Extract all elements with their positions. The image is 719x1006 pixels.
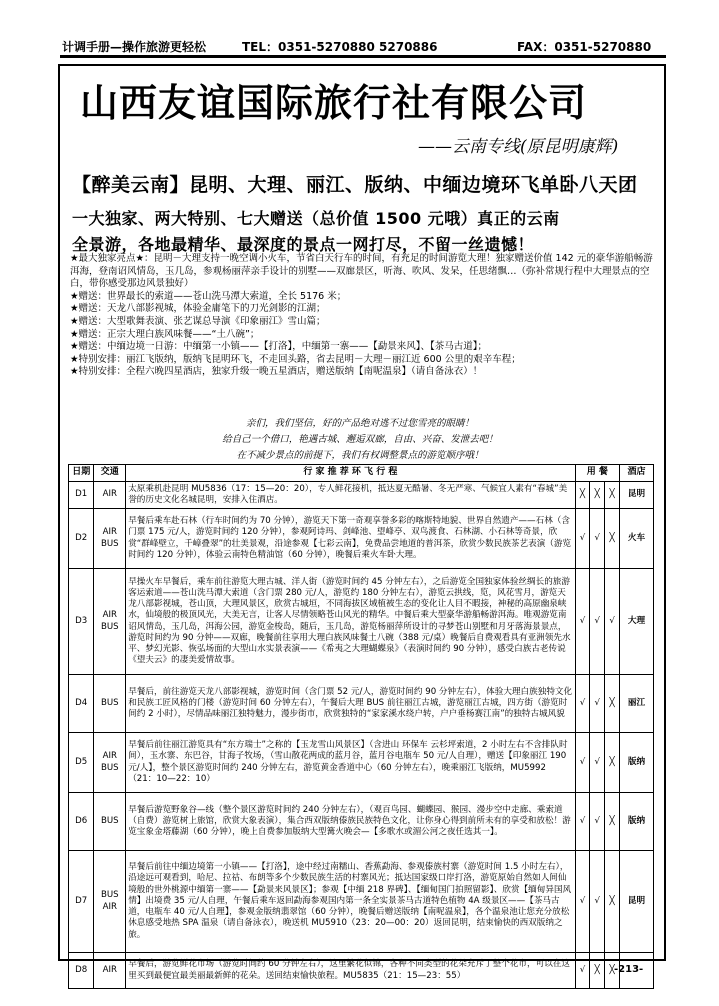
day-cell: D1 [69,482,94,509]
meal-cell: √ [575,733,590,793]
day-cell: D7 [69,851,94,953]
day-cell: D3 [69,569,94,675]
header-slogan: 计调手册—操作旅游更轻松 [62,40,207,54]
itinerary-cell: 早餐后游览野象谷—线（整个景区游览时间约 240 分钟左右），（观百鸟园、蝴蝶园、猴园、漫步空中走廊、乘索道（自费）游览树上旅馆，欣赏大象表演），集合西双版纳傣族民族特色文化，让你身心得到前所未有的享受和放松！游览宝象金塔藤湖（60 分钟），晚上自费参加版纳大型篝火晚会—【多歌水或湄公河之夜任选其一】。 [126,793,575,851]
hotel-cell: 火车 [620,509,654,569]
transport-cell: AIR [94,953,126,989]
meal-cell: ╳ [590,482,605,509]
meal-cell: ╳ [575,482,590,509]
itinerary-table [68,464,654,989]
itinerary-cell: 早操火车早餐后，乘车前往游览大理古城、洋人街（游览时间约 45 分钟左右），之后游览全国独家体验丝绸长的旅游客运索道——苍山洗马潭大索道（含门票 280 元/人，游览约 180 分钟左右），游览云拱线，览，风花雪月，游览天龙八部影视城，苍山顶，大理风景区，欣赏古城垣，不同海拔区域植被生态的变化让人目不暇接，神秘的高原幽泉峡水，仙境般的极顶风光，大美无言，让客人尽情领略苍山风光的精华。中餐后乘大型豪华游船畅游洱海。唯观游览南诏风情岛，玉几岛，洱海公园，游览金梭岛，随后，玉几岛，游览杨丽萍所设计的寻梦苍山别墅和月牙落海景景点，游览时间约为 90 分钟——双廊，晚餐前往享用大理白族风味餐土八碗（388 元/桌）晚餐后自费观看具有亚洲领先水平、梦幻光影、恢弘场面的大型山水实景表演——《希夷之大理蝴蝶泉》（表演时间约 90 分钟），感受白族古老传说《望夫云》的凄美爱情故事。 [126,569,575,675]
feature-item: ★赠送：中缅边境一日游：中缅第一小镇——【打洛】，中缅第一寨——【勐景来风】、【茶马古道】； [70,341,488,353]
hotel-cell: 丽江 [620,675,654,733]
feature-item: ★最大独家亮点★：昆明－大理支持一晚空调小火车，节省白天行车的时间，有充足的时间游览大理！独家赠送价值 142 元的豪华游船畅游洱海，登南诏风情岛，玉几岛，参观杨丽萍亲手设计的别墅——双廊景区，听海、吹风、发呆，任思绪飘…（弥补常规行程中大理景点的空白，带你感受那边风景独好） [70,253,653,290]
transport-cell: BUS [94,793,126,851]
company-name: 山西友谊国际旅行社有限公司 [80,80,588,125]
table-row [69,793,654,851]
meal-cell: √ [590,675,605,733]
day-cell: D4 [69,675,94,733]
table-row [69,953,654,989]
itinerary-cell: 早餐后前往丽江游览具有“东方瑞士”之称的【玉龙雪山风景区】（含进山 环保车 云杉坪索道，2 小时左右不含排队时间），玉水寨、东巴谷，甘海子牧场，（雪山散花两成的蓝月谷，蓝月谷电瓶车 50 元/人自理），赠送【印象丽江 190 元/人】，整个景区游览时间约 240 分钟左右，游览黄金香道中心（60 分钟左右），晚乘丽江飞版纳，MU5992（21：10—22：10） [126,733,575,793]
header-rule [60,55,666,58]
feature-item: ★赠送：天龙八部影视城，体验金庸笔下的刀光剑影的江湖； [70,303,326,315]
table-row [69,675,654,733]
col-header-date: 日期 [69,465,94,482]
transport-cell: AIR BUS [94,509,126,569]
meal-cell: √ [575,793,590,851]
table-row [69,569,654,675]
promise-line: 在不减少景点的前提下，我们有权调整景点的游览顺序哦！ [236,450,484,461]
meal-cell: √ [590,733,605,793]
itinerary-cell: 太原乘机赴昆明 MU5836（17：15—20：20），专人鲜花接机，抵达夏无酷暑、冬无严寒、气候宜人素有“春城”美誉的历史文化名城昆明，安排入住酒店。 [126,482,575,509]
page-number: -213- [614,964,644,975]
meal-cell: √ [590,793,605,851]
hotel-cell: 昆明 [620,482,654,509]
hotel-cell: 昆明 [620,851,654,953]
day-cell: D8 [69,953,94,989]
itinerary-cell: 早餐后前往中缅边境第一小镇——【打洛】，途中经过南糯山、香蕉勐海、参观傣族村寨（游览时间 1.5 小时左右），沿途远可观看到，哈尼、拉祜、布朗等多个少数民族生活的村寨风光；抵达国家级口岸打洛，游览原始自然如人间仙境般的世外桃源中缅第一寨——【勐景来风景区】；参观【中缅 218 界碑】、【缅甸国门拍照留影】、欣赏【缅甸异国风情】出境费 35 元/人自理，午餐后乘车返回勐海参观国内第一条全实景茶马古道特色植物 4A 级景区——【茶马古道，电瓶车 40 元/人自理】，参观金版纳翡翠馆（60 分钟），晚餐后赠送版纳【南呢温泉】，各个温泉池让您充分放松休息感受地热 SPA 温泉（请自备泳衣），晚送机 MU5910（23：20—00：20）返回昆明，结束愉快的西双版纳之旅。 [126,851,575,953]
meal-cell: √ [590,509,605,569]
table-header-row [69,465,654,482]
table-row [69,482,654,509]
transport-cell: BUS [94,675,126,733]
feature-item: ★赠送：世界最长的索道——苍山洗马潭大索道，全长 5176 米； [70,290,347,302]
col-header-itinerary: 行 家 推 荐 环 飞 行 程 [126,465,575,482]
itinerary-cell: 早餐后，游览鲜花市场（游览时间约 60 分钟左右），这里繁花似锦，各种不同类型的花朵充斥了整个花市，可以在这里买到最便宜最美丽最新鲜的花朵。送回结束愉快旅程。MU5835（21：15—23：55） [126,953,575,989]
transport-cell: AIR [94,482,126,509]
meal-cell: ╳ [605,675,620,733]
meal-cell: ╳ [590,953,605,989]
meal-cell: √ [590,851,605,953]
meal-cell: √ [605,569,620,675]
slogan-line: 全景游，各地最精华、最深度的景点一网打尽，不留一丝遗憾！ [72,235,535,254]
transport-cell: BUS AIR [94,851,126,953]
day-cell: D6 [69,793,94,851]
meal-cell: √ [575,675,590,733]
meal-cell: √ [575,509,590,569]
header-fax: FAX：0351-5270880 [517,40,652,54]
promise-block [70,416,650,464]
slogan-line: 一大独家、两大特别、七大赠送（总价值 1500 元哦）真正的云南 [72,209,560,228]
feature-item: ★赠送：正宗大理白族风味餐——“土八碗”； [70,328,260,340]
hotel-cell: 版纳 [620,733,654,793]
meal-cell: ╳ [605,482,620,509]
col-header-transport: 交通 [94,465,126,482]
itinerary-cell: 早餐后，前往游览天龙八部影视城，游览时间（含门票 52 元/人，游览时间约 90 分钟左右），体验大理白族独特文化和民族工匠风格的门楼（游览时间 60 分钟左右），午餐后大理 BUS 前往丽江古城，游览丽江古城，四方街（游览时间约 2 小时），尽情品味丽江独特魅力，漫步街市，欣赏独特的“家家溪水绕户转，户户垂杨赛江南”的独特古城风貌 [126,675,575,733]
meal-cell: ╳ [605,733,620,793]
table-row [69,509,654,569]
route-subtitle: ——云南专线(原昆明康辉) [418,137,619,157]
feature-list [70,253,660,379]
header-tel: TEL：0351-5270880 5270886 [242,40,438,54]
meal-cell: ╳ [605,851,620,953]
meal-cell: √ [575,953,590,989]
meal-cell: √ [590,569,605,675]
promise-line: 给自己一个借口，艳遇古城、邂逅双廊，自由、兴奋、发泄去吧！ [222,434,498,445]
hotel-cell: 大理 [620,569,654,675]
meal-cell: ╳ [605,509,620,569]
promise-line: 亲们，我们坚信，好的产品绝对逃不过您雪亮的眼睛！ [245,418,474,429]
meal-cell: ╳ [605,793,620,851]
day-cell: D2 [69,509,94,569]
day-cell: D5 [69,733,94,793]
hotel-cell: 版纳 [620,793,654,851]
col-header-hotel: 酒店 [620,465,654,482]
feature-item: ★特别安排：全程六晚四星酒店，独家升级一晚五星酒店，赠送版纳【南呢温泉】（请自备泳衣）！ [70,366,483,378]
table-row [69,733,654,793]
header-bar [62,38,662,54]
transport-cell: AIR BUS [94,733,126,793]
itinerary-cell: 早餐后乘车赴石林（行车时间约为 70 分钟），游览天下第一奇观享誉多彩的喀斯特地貌、世界自然遗产——石林（含门票 175 元/人，游览时间约 120 分钟），参观阿诗玛、剑峰池、望峰亭、双鸟渡食、石林湖、小石林等奇景，欣赏“群峰壁立，千嶂叠翠”的壮美景观，沿途参观【七彩云南】，免费品尝地道的普洱茶，欣赏少数民族茶艺表演（游览时间约 120 分钟），体验云南特色精油馆（60 分钟），晚餐后乘火车卧大理。 [126,509,575,569]
meal-cell: √ [575,569,590,675]
tour-title: 【醉美云南】昆明、大理、丽江、版纳、中缅边境环飞单卧八天团 [72,174,638,196]
slogan [72,206,657,258]
feature-item: ★特别安排：丽江飞版纳，版纳飞昆明环飞，不走回头路，省去昆明－大理－丽江近 600 公里的艰辛车程； [70,353,521,365]
meal-cell: ╳ [605,953,620,989]
transport-cell: AIR BUS [94,569,126,675]
feature-item: ★赠送：大型歌舞表演、张艺谋总导演《印象丽江》雪山篇； [70,315,326,327]
table-row [69,851,654,953]
meal-cell: √ [575,851,590,953]
col-header-meals: 用 餐 [575,465,620,482]
